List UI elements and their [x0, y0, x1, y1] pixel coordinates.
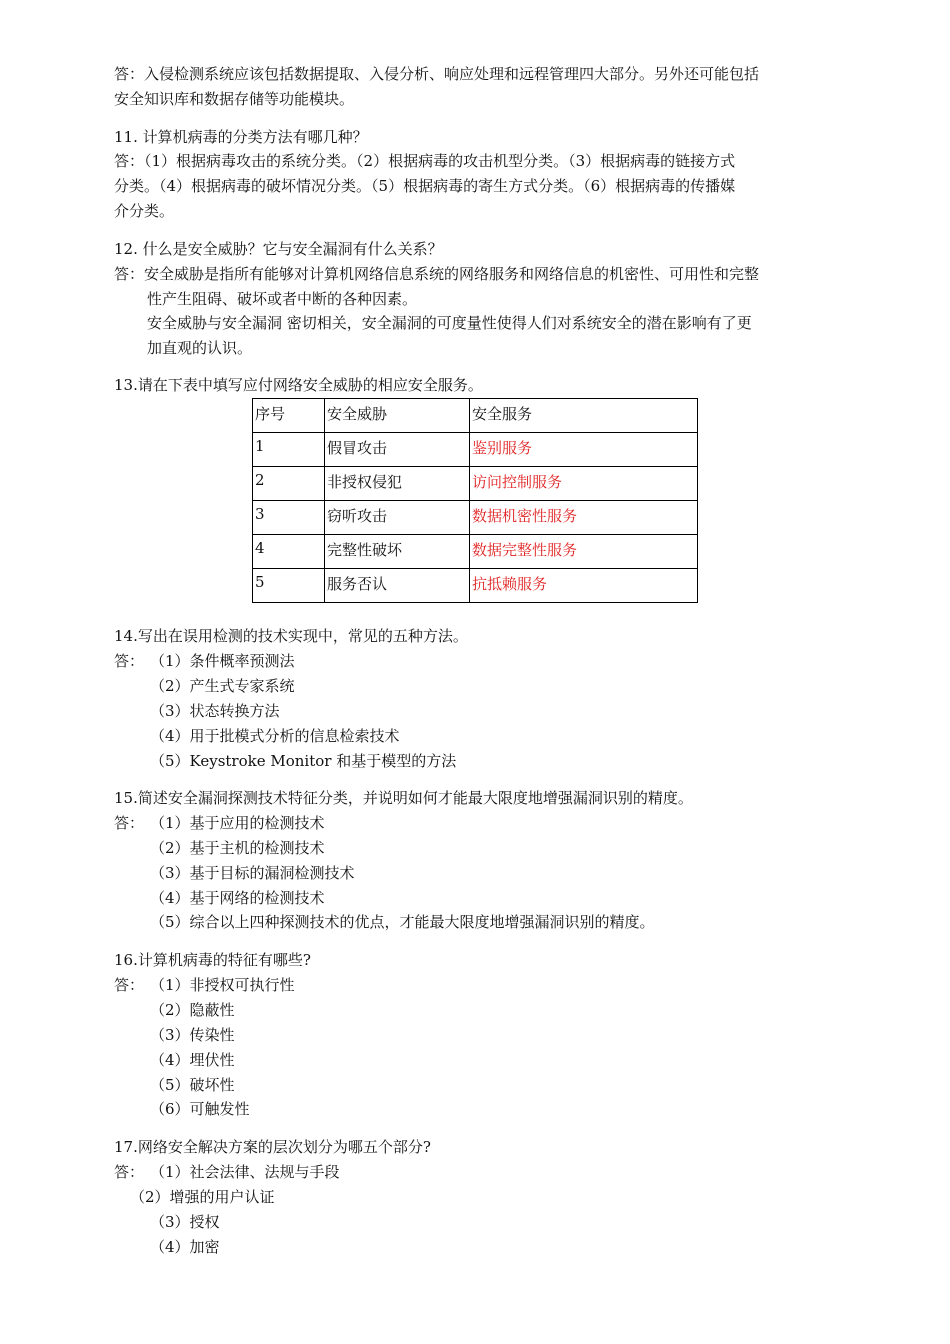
q12-answer-line: 答：安全威胁是指所有能够对计算机网络信息系统的网络服务和网络信息的机密性、可用性和完整	[114, 265, 760, 283]
table-header-cell: 序号	[253, 399, 325, 433]
table-cell-threat: 服务否认	[325, 569, 470, 603]
table-cell-service: 鉴别服务	[470, 433, 698, 467]
q16-question: 16.计算机病毒的特征有哪些?	[114, 951, 311, 969]
table-row	[253, 569, 698, 603]
table-cell-index: 1	[253, 433, 325, 467]
q14-list-item: （2）产生式专家系统	[150, 677, 295, 695]
table-cell-threat: 完整性破坏	[325, 535, 470, 569]
q12-answer-line: 性产生阻碍、破坏或者中断的各种因素。	[147, 290, 418, 308]
q14-list-item: （5）Keystroke Monitor 和基于模型的方法	[150, 752, 457, 770]
q13-question: 13.请在下表中填写应付网络安全威胁的相应安全服务。	[114, 376, 483, 394]
q16-list-item: （4）埋伏性	[150, 1051, 235, 1069]
q11-answer-line: 分类。（4）根据病毒的破坏情况分类。（5）根据病毒的寄生方式分类。（6）根据病毒的传播媒	[114, 177, 736, 195]
q15-list-item: （4）基于网络的检测技术	[150, 889, 325, 907]
table-cell-service: 数据完整性服务	[470, 535, 698, 569]
table-cell-threat: 非授权侵犯	[325, 467, 470, 501]
q15-list-item: （5）综合以上四种探测技术的优点，才能最大限度地增强漏洞识别的精度。	[150, 913, 655, 931]
table-row	[253, 467, 698, 501]
q11-question: 11. 计算机病毒的分类方法有哪几种？	[114, 128, 368, 146]
q17-list-item: （2）增强的用户认证	[130, 1188, 275, 1206]
q11-answer-line: 答：（1）根据病毒攻击的系统分类。（2）根据病毒的攻击机型分类。（3）根据病毒的链接方式	[114, 152, 736, 170]
q14-list-item: （1）条件概率预测法	[150, 652, 295, 670]
table-row	[253, 535, 698, 569]
q17-list-item: （4）加密	[150, 1238, 220, 1256]
security-services-table	[252, 398, 698, 603]
q12-question: 12. 什么是安全威胁？它与安全漏洞有什么关系？	[114, 240, 443, 258]
q10-answer-line: 答：入侵检测系统应该包括数据提取、入侵分析、响应处理和远程管理四大部分。另外还可能包括	[114, 65, 760, 83]
answer-prefix: 答：	[114, 652, 145, 670]
q11-answer-line: 介分类。	[114, 202, 175, 220]
q14-list-item: （3）状态转换方法	[150, 702, 280, 720]
table-cell-threat: 假冒攻击	[325, 433, 470, 467]
q16-list-item: （5）破坏性	[150, 1076, 235, 1094]
answer-prefix: 答：	[114, 976, 145, 994]
table-header-cell: 安全威胁	[325, 399, 470, 433]
q17-list-item: （3）授权	[150, 1213, 220, 1231]
q15-list-item: （3）基于目标的漏洞检测技术	[150, 864, 355, 882]
q16-list-item: （6）可触发性	[150, 1100, 250, 1118]
table-cell-service: 数据机密性服务	[470, 501, 698, 535]
table-cell-service: 访问控制服务	[470, 467, 698, 501]
table-cell-threat: 窃听攻击	[325, 501, 470, 535]
q14-question: 14.写出在误用检测的技术实现中，常见的五种方法。	[114, 627, 468, 645]
q15-question: 15.简述安全漏洞探测技术特征分类，并说明如何才能最大限度地增强漏洞识别的精度。	[114, 789, 693, 807]
table-header-row	[253, 399, 698, 433]
table-header-cell: 安全服务	[470, 399, 698, 433]
table-cell-index: 2	[253, 467, 325, 501]
q15-list-item: （1）基于应用的检测技术	[150, 814, 325, 832]
q12-answer-line: 加直观的认识。	[147, 339, 253, 357]
table-row	[253, 501, 698, 535]
table-cell-index: 5	[253, 569, 325, 603]
table-cell-index: 3	[253, 501, 325, 535]
q16-list-item: （3）传染性	[150, 1026, 235, 1044]
table-cell-index: 4	[253, 535, 325, 569]
q10-answer-line: 安全知识库和数据存储等功能模块。	[114, 90, 355, 108]
q17-question: 17.网络安全解决方案的层次划分为哪五个部分?	[114, 1138, 431, 1156]
q15-list-item: （2）基于主机的检测技术	[150, 839, 325, 857]
q12-answer-line: 安全威胁与安全漏洞 密切相关，安全漏洞的可度量性使得人们对系统安全的潜在影响有了更	[147, 314, 752, 332]
q16-list-item: （1）非授权可执行性	[150, 976, 295, 994]
answer-prefix: 答：	[114, 814, 145, 832]
q14-list-item: （4）用于批模式分析的信息检索技术	[150, 727, 400, 745]
q16-list-item: （2）隐蔽性	[150, 1001, 235, 1019]
table-row	[253, 433, 698, 467]
answer-prefix: 答：	[114, 1163, 145, 1181]
q17-list-item: （1）社会法律、法规与手段	[150, 1163, 340, 1181]
table-cell-service: 抗抵赖服务	[470, 569, 698, 603]
